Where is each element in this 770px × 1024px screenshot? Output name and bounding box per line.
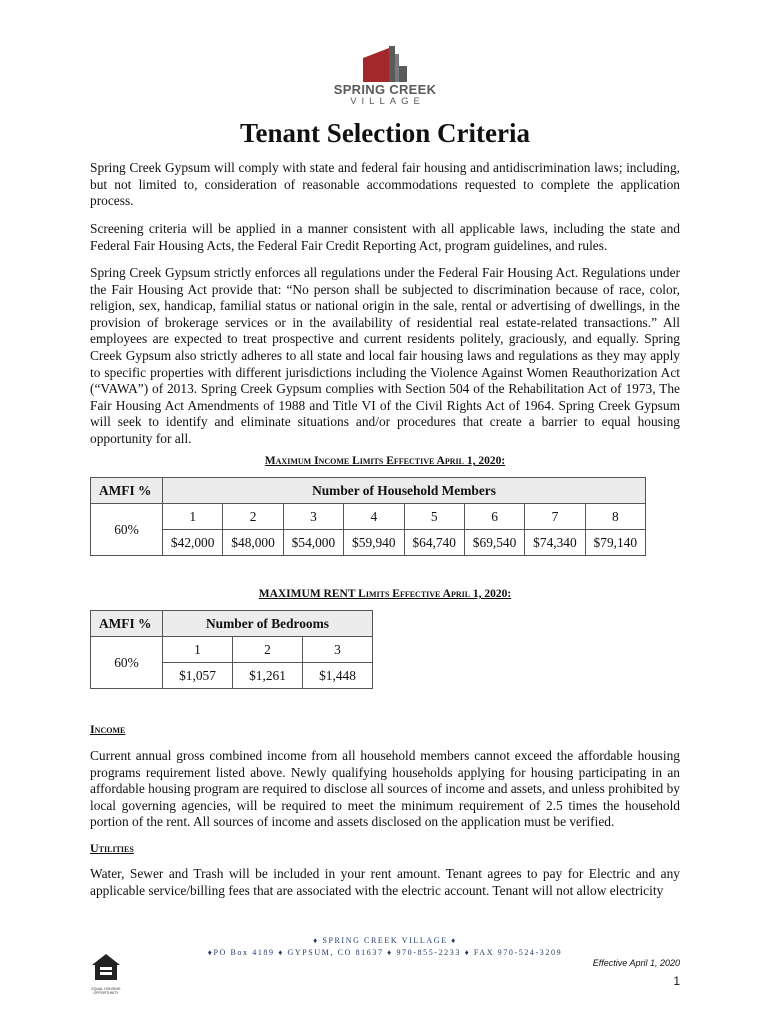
bedroom-count-cell: 1	[163, 637, 233, 663]
income-limit-cell: $69,540	[464, 530, 524, 556]
logo-building-icon	[355, 44, 415, 82]
income-limit-cell: $42,000	[163, 530, 223, 556]
page-title: Tenant Selection Criteria	[240, 118, 530, 148]
household-members-header: Number of Household Members	[163, 478, 646, 504]
equal-housing-icon	[91, 952, 121, 982]
equal-housing-label: EQUAL HOUSING OPPORTUNITY	[91, 987, 121, 995]
household-size-cell: 1	[163, 504, 223, 530]
effective-date: Effective April 1, 2020	[592, 958, 680, 968]
income-limit-cell: $59,940	[344, 530, 404, 556]
household-size-cell: 4	[344, 504, 404, 530]
nondiscrimination-paragraph: Spring Creek Gypsum will comply with state and federal fair housing and antidiscrimination laws; including, but not limited to, consideration of reasonable accommodations requested to complete the application process.	[90, 160, 680, 209]
fair-housing-paragraph: Spring Creek Gypsum strictly enforces all regulations under the Federal Fair Housing Act. Regulations under the Fair Housing Act provide that: “No person shall be subjected to discrimination because of race, color, religion, sex, handicap, familial status or national origin in the sale, rental or advertising of dwellings, in the provision of brokerage services or in the availability of residential real estate-related transactions.” All employees are expected to treat prospective and current residents politely, graciously, and equally. Spring Creek Gypsum also strictly adheres to all state and local fair housing laws and regulations as they may apply to specific properties with different jurisdictions including the Violence Against Women Reauthorization Act (“VAWA”) of 2013. Spring Creek Gypsum complies with Section 504 of the Rehabilitation Act of 1973, The Fair Housing Act Amendments of 1988 and Title VI of the Civil Rights Act of 1964. Spring Creek Gypsum will seek to identify and eliminate situations and/or procedures that create a barrier to equal housing opportunity for all.	[90, 265, 680, 446]
income-limit-cell: $48,000	[223, 530, 283, 556]
utilities-paragraph: Water, Sewer and Trash will be included in your rent amount. Tenant agrees to pay for Electric and any applicable service/billing fees that are associated with the electric account. Tenant will not allow electricity	[90, 866, 680, 898]
spring-creek-logo	[330, 44, 440, 110]
equal-housing-logo	[88, 952, 124, 995]
household-size-cell: 3	[283, 504, 343, 530]
bedrooms-header: Number of Bedrooms	[163, 611, 373, 637]
income-amfi-percent: 60%	[91, 504, 163, 556]
rent-amfi-header: AMFI %	[91, 611, 163, 637]
logo-subtitle: VILLAGE	[350, 96, 425, 107]
household-size-cell: 2	[223, 504, 283, 530]
income-limit-cell: $79,140	[585, 530, 645, 556]
income-paragraph: Current annual gross combined income from all household members cannot exceed the affordable housing programs requirement listed above. Newly qualifying households applying for housing participating in an affordable housing program are required to disclose all sources of income and assets, and unless prohibited by local governing agencies, will be required to meet the minimum requirement of 2.5 times the household portion of the rent. All sources of income and assets disclosed on the application must be verified.	[90, 748, 680, 830]
rent-limits-caption: MAXIMUM RENT Limits Effective April 1, 2020:	[258, 588, 512, 600]
income-section-heading: Income	[90, 722, 126, 736]
utilities-section-heading: Utilities	[90, 841, 134, 855]
income-limits-table	[90, 477, 646, 556]
rent-limit-cell: $1,261	[233, 663, 303, 689]
rent-limits-table	[90, 610, 373, 689]
rent-limit-cell: $1,448	[303, 663, 373, 689]
screening-paragraph: Screening criteria will be applied in a manner consistent with all applicable laws, including the state and Federal Fair Housing Acts, the Federal Fair Credit Reporting Act, program guidelines, and rules.	[90, 221, 680, 253]
income-amfi-header: AMFI %	[91, 478, 163, 504]
bedroom-count-cell: 3	[303, 637, 373, 663]
rent-amfi-percent: 60%	[91, 637, 163, 689]
page-number: 1	[673, 974, 680, 988]
rent-limit-cell: $1,057	[163, 663, 233, 689]
income-limit-cell: $74,340	[525, 530, 585, 556]
logo-name: SPRING CREEK	[333, 82, 437, 97]
income-limit-cell: $64,740	[404, 530, 464, 556]
footer-address: ♦PO Box 4189 ♦ GYPSUM, CO 81637 ♦ 970-855-2233 ♦ FAX 970-524-3209	[207, 948, 563, 957]
household-size-cell: 5	[404, 504, 464, 530]
bedroom-count-cell: 2	[233, 637, 303, 663]
income-limits-caption: Maximum Income Limits Effective April 1, 2020:	[264, 455, 506, 467]
income-limit-cell: $54,000	[283, 530, 343, 556]
household-size-cell: 6	[464, 504, 524, 530]
household-size-cell: 7	[525, 504, 585, 530]
footer-property-name: ♦ SPRING CREEK VILLAGE ♦	[313, 936, 457, 945]
household-size-cell: 8	[585, 504, 645, 530]
